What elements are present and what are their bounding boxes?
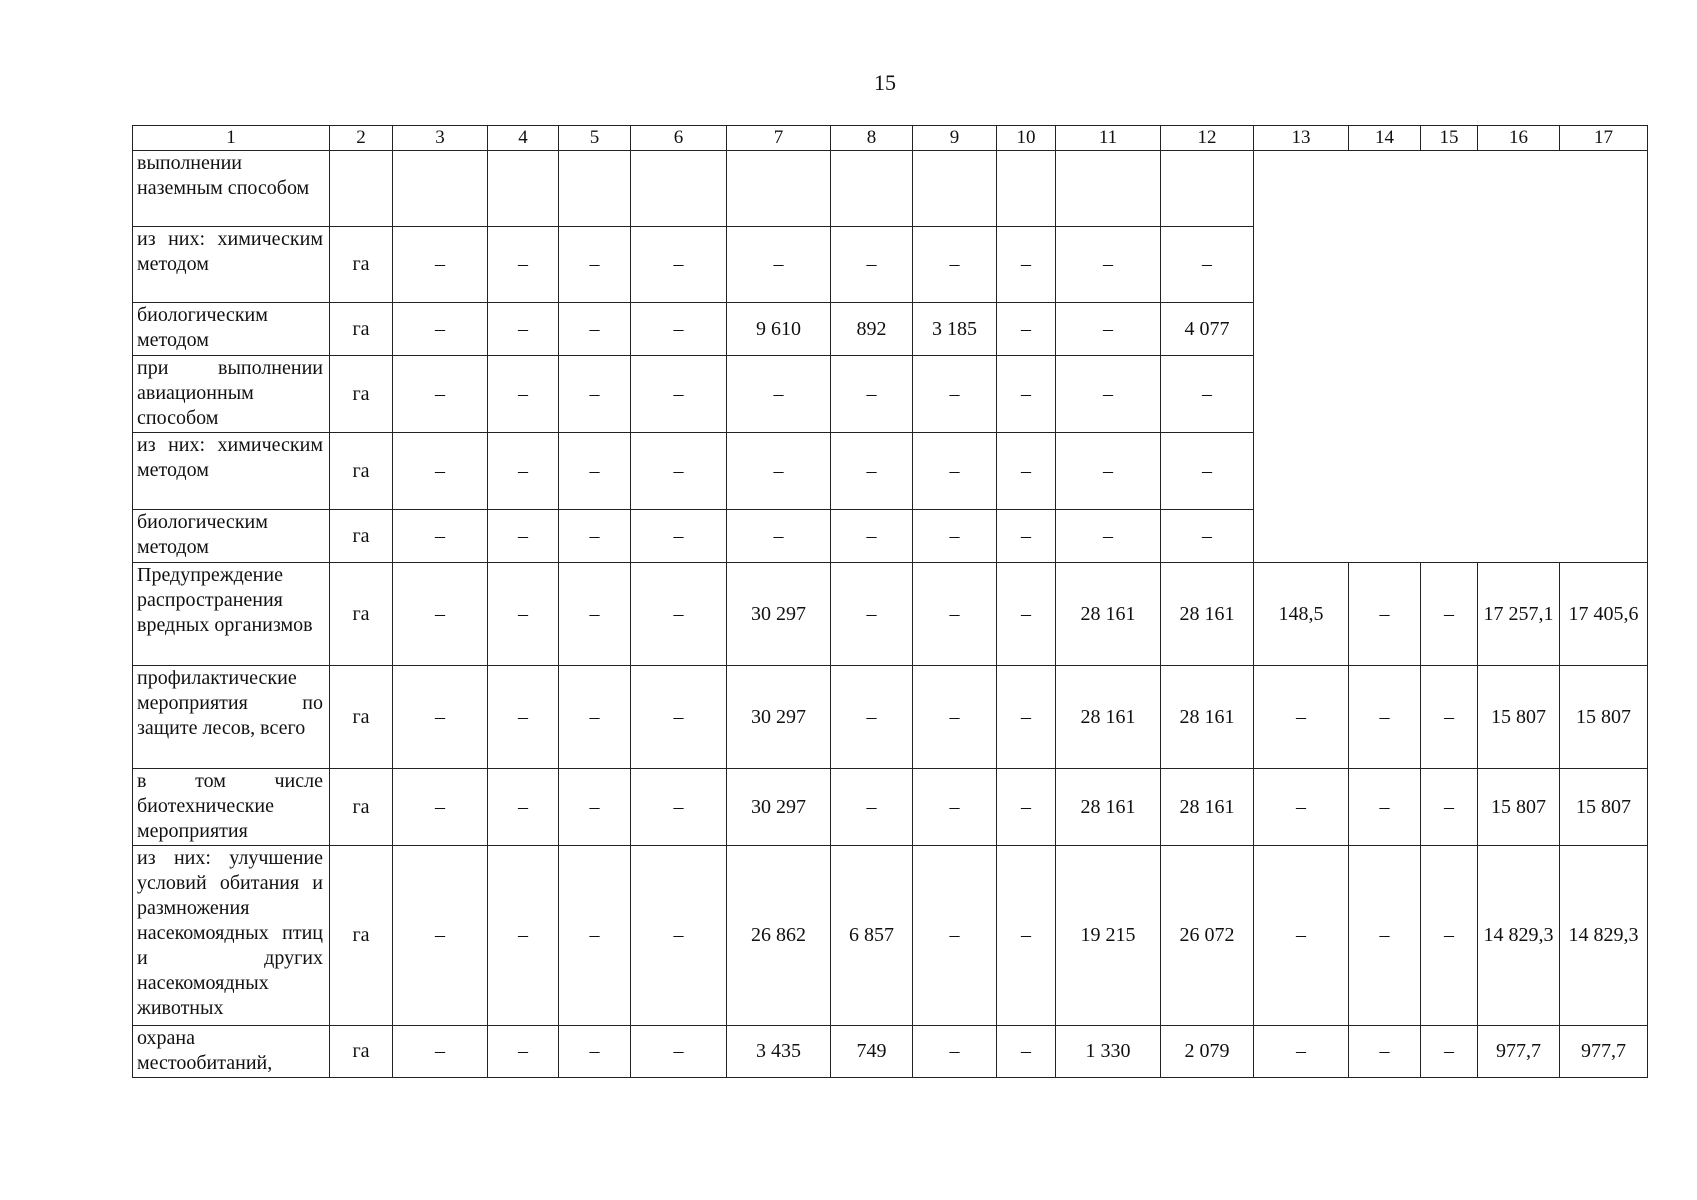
table-cell: 17 257,1 (1478, 563, 1560, 666)
row-label: биологическим методом (133, 303, 330, 356)
table-row (133, 846, 1648, 1026)
header-cell: 17 (1560, 126, 1648, 151)
table-cell: – (1161, 356, 1254, 433)
table-cell: – (488, 563, 559, 666)
table-cell (913, 151, 997, 227)
row-label: Предупреждение распространения вредных организмов (133, 563, 330, 666)
table-cell: 977,7 (1560, 1026, 1648, 1078)
header-cell: 16 (1478, 126, 1560, 151)
table-cell: – (559, 356, 631, 433)
row-label: выполнении наземным способом (133, 151, 330, 227)
table-cell: – (488, 303, 559, 356)
table-cell: – (831, 563, 913, 666)
table-cell: – (631, 846, 727, 1026)
table-cell (393, 151, 488, 227)
table-cell: – (1421, 769, 1478, 846)
table-cell: 28 161 (1161, 563, 1254, 666)
table-cell: – (559, 303, 631, 356)
table-cell: – (997, 227, 1056, 303)
table-cell: 28 161 (1161, 666, 1254, 769)
table-cell: – (631, 510, 727, 563)
table-cell: – (997, 769, 1056, 846)
table-cell: – (1056, 303, 1161, 356)
table-cell: 749 (831, 1026, 913, 1078)
table-cell: – (559, 846, 631, 1026)
table-cell: 2 079 (1161, 1026, 1254, 1078)
table-cell: – (727, 227, 831, 303)
table-cell: – (913, 433, 997, 510)
table-cell: – (1056, 433, 1161, 510)
table-cell: 26 072 (1161, 846, 1254, 1026)
header-cell: 3 (393, 126, 488, 151)
row-label: в том числе биотехнические мероприятия (133, 769, 330, 846)
table-cell: – (913, 510, 997, 563)
table-cell: 30 297 (727, 563, 831, 666)
table-cell: 26 862 (727, 846, 831, 1026)
table-cell: 28 161 (1056, 666, 1161, 769)
table-cell: га (330, 769, 393, 846)
table-cell: 15 807 (1478, 769, 1560, 846)
table-cell: – (631, 356, 727, 433)
table-cell: – (727, 433, 831, 510)
table-cell: 30 297 (727, 769, 831, 846)
table-cell: – (488, 846, 559, 1026)
row-label: из них: химическим методом (133, 227, 330, 303)
table-cell: – (831, 433, 913, 510)
table-cell: га (330, 303, 393, 356)
table-cell: – (913, 769, 997, 846)
table-cell: – (1161, 227, 1254, 303)
table-row (133, 1026, 1648, 1078)
table-cell: 4 077 (1161, 303, 1254, 356)
table-cell: 28 161 (1056, 769, 1161, 846)
table-cell: – (488, 510, 559, 563)
table-cell: 15 807 (1478, 666, 1560, 769)
table-cell: – (1421, 563, 1478, 666)
header-cell: 14 (1349, 126, 1421, 151)
table-cell: – (1161, 433, 1254, 510)
row-label: охрана местообитаний, (133, 1026, 330, 1078)
header-cell: 4 (488, 126, 559, 151)
table-cell: – (997, 356, 1056, 433)
table-cell: – (913, 666, 997, 769)
table-cell: га (330, 510, 393, 563)
header-cell: 10 (997, 126, 1056, 151)
table-cell: – (488, 433, 559, 510)
row-label: биологическим методом (133, 510, 330, 563)
table-cell: – (997, 846, 1056, 1026)
table-cell (997, 151, 1056, 227)
table-cell: – (559, 1026, 631, 1078)
table-cell: – (997, 666, 1056, 769)
table-cell: – (1056, 227, 1161, 303)
header-cell: 15 (1421, 126, 1478, 151)
table-cell: – (1056, 356, 1161, 433)
table-cell: – (1349, 846, 1421, 1026)
table-row (133, 151, 1648, 227)
table-cell: 9 610 (727, 303, 831, 356)
table-cell: – (488, 1026, 559, 1078)
header-cell: 13 (1254, 126, 1349, 151)
header-cell: 9 (913, 126, 997, 151)
table-cell: 977,7 (1478, 1026, 1560, 1078)
table-cell: – (559, 666, 631, 769)
header-cell: 2 (330, 126, 393, 151)
table-cell: – (997, 303, 1056, 356)
row-label: из них: химическим методом (133, 433, 330, 510)
table-cell: – (393, 846, 488, 1026)
table-cell: 28 161 (1161, 769, 1254, 846)
table-cell: га (330, 666, 393, 769)
table-cell: – (488, 356, 559, 433)
table-cell: – (997, 433, 1056, 510)
table-cell: – (1254, 846, 1349, 1026)
table-cell: – (393, 227, 488, 303)
table-cell: – (559, 433, 631, 510)
table-cell: – (997, 1026, 1056, 1078)
table-cell (831, 151, 913, 227)
table-cell: – (631, 769, 727, 846)
table-cell: – (559, 769, 631, 846)
table-cell: – (393, 510, 488, 563)
table-cell: 1 330 (1056, 1026, 1161, 1078)
table-cell: 14 829,3 (1560, 846, 1648, 1026)
header-cell: 11 (1056, 126, 1161, 151)
table-cell: – (1161, 510, 1254, 563)
table-cell: 30 297 (727, 666, 831, 769)
table-cell: 3 435 (727, 1026, 831, 1078)
table-cell: – (488, 769, 559, 846)
header-cell: 7 (727, 126, 831, 151)
header-cell: 1 (133, 126, 330, 151)
header-cell: 12 (1161, 126, 1254, 151)
table-cell: – (1349, 1026, 1421, 1078)
table-cell: – (913, 563, 997, 666)
table-cell: 14 829,3 (1478, 846, 1560, 1026)
table-cell: га (330, 563, 393, 666)
table-cell: – (631, 563, 727, 666)
table-cell: – (1349, 666, 1421, 769)
table-cell: – (631, 666, 727, 769)
table-cell (727, 151, 831, 227)
table-cell: 892 (831, 303, 913, 356)
header-cell: 8 (831, 126, 913, 151)
table-cell: – (831, 666, 913, 769)
table-cell: – (1254, 769, 1349, 846)
table-cell: – (1254, 666, 1349, 769)
table-row (133, 666, 1648, 769)
table-cell: – (831, 769, 913, 846)
table-row (133, 769, 1648, 846)
row-label: при выполнении авиационным способом (133, 356, 330, 433)
table-cell: – (393, 433, 488, 510)
table-cell (330, 151, 393, 227)
table-cell: 28 161 (1056, 563, 1161, 666)
table-cell (559, 151, 631, 227)
table-cell: 15 807 (1560, 666, 1648, 769)
table-cell: – (393, 1026, 488, 1078)
table-cell: – (393, 769, 488, 846)
table-cell: – (913, 227, 997, 303)
header-row (133, 126, 1648, 151)
table-cell: – (913, 1026, 997, 1078)
table-cell: – (831, 356, 913, 433)
table-cell: – (727, 510, 831, 563)
table-cell: – (1421, 666, 1478, 769)
table-cell: – (393, 303, 488, 356)
table-cell: – (631, 1026, 727, 1078)
table-cell (631, 151, 727, 227)
table-cell: – (1349, 769, 1421, 846)
table-cell: га (330, 1026, 393, 1078)
blank-area (1254, 151, 1648, 563)
table-cell (488, 151, 559, 227)
table-cell: – (1349, 563, 1421, 666)
table-cell: – (488, 227, 559, 303)
page-number: 15 (874, 70, 896, 95)
table-cell: – (393, 666, 488, 769)
table-row (133, 563, 1648, 666)
table-cell: 6 857 (831, 846, 913, 1026)
table-cell: – (393, 563, 488, 666)
row-label: профилактические мероприятия по защите лесов, всего (133, 666, 330, 769)
data-table (132, 125, 1648, 1078)
table-cell: 15 807 (1560, 769, 1648, 846)
table-cell: – (831, 227, 913, 303)
table-cell: – (1421, 846, 1478, 1026)
table-cell: – (631, 433, 727, 510)
table-cell: га (330, 227, 393, 303)
table-cell: га (330, 433, 393, 510)
row-label: из них: улучшение условий обитания и размножения насекомоядных птиц и других насекомоядных животных (133, 846, 330, 1026)
table-cell: 17 405,6 (1560, 563, 1648, 666)
table-cell: – (631, 227, 727, 303)
table-cell: 3 185 (913, 303, 997, 356)
table-cell (1161, 151, 1254, 227)
table-cell: – (997, 563, 1056, 666)
table-cell: – (1056, 510, 1161, 563)
table-cell: – (913, 356, 997, 433)
table-cell: 148,5 (1254, 563, 1349, 666)
table-cell (1056, 151, 1161, 227)
table-cell: – (727, 356, 831, 433)
table-cell: – (1421, 1026, 1478, 1078)
table-cell: га (330, 846, 393, 1026)
table-cell: – (559, 563, 631, 666)
table-cell: га (330, 356, 393, 433)
table-cell: – (559, 227, 631, 303)
table-cell: – (393, 356, 488, 433)
table-cell: – (913, 846, 997, 1026)
table-cell: 19 215 (1056, 846, 1161, 1026)
table-cell: – (631, 303, 727, 356)
header-cell: 5 (559, 126, 631, 151)
table-cell: – (488, 666, 559, 769)
table-cell: – (831, 510, 913, 563)
table-cell: – (1254, 1026, 1349, 1078)
table-cell: – (997, 510, 1056, 563)
header-cell: 6 (631, 126, 727, 151)
table-cell: – (559, 510, 631, 563)
